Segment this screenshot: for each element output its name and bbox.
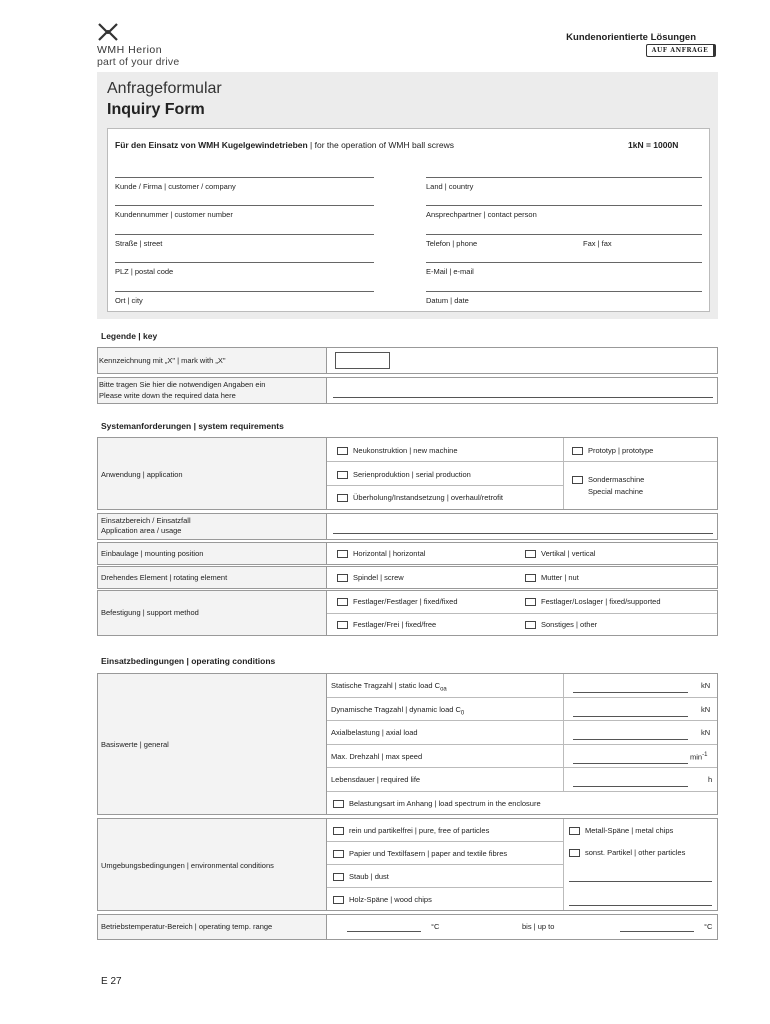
field-label-email: E-Mail | e-mail bbox=[426, 267, 474, 276]
opt-label: Festlager/Loslager | fixed/supported bbox=[541, 597, 661, 606]
form-intro: Für den Einsatz von WMH Kugelgewindetrieben | for the operation of WMH ball screws bbox=[115, 140, 454, 150]
checkbox-icon[interactable] bbox=[333, 873, 344, 881]
legend-sample-box bbox=[335, 352, 390, 369]
checkbox-icon[interactable] bbox=[337, 471, 348, 479]
divider bbox=[327, 461, 563, 462]
label-text: Statische Tragzahl | static load C bbox=[331, 681, 441, 690]
divider bbox=[327, 485, 563, 486]
opt-wood-chips[interactable] bbox=[333, 895, 432, 904]
phone-field-line[interactable] bbox=[426, 234, 702, 235]
divider bbox=[327, 744, 717, 745]
unit-text: min bbox=[690, 752, 703, 762]
page-number: E 27 bbox=[101, 976, 122, 987]
checkbox-icon[interactable] bbox=[572, 476, 583, 484]
field-label-country: Land | country bbox=[426, 182, 474, 191]
area-label-en: Application area / usage bbox=[101, 526, 182, 535]
customer-number-line[interactable] bbox=[115, 205, 374, 206]
opt-label: Sondermaschine bbox=[588, 475, 645, 484]
mounting-label: Einbaulage | mounting position bbox=[101, 549, 204, 558]
legend-write-label-de: Bitte tragen Sie hier die notwendigen Angaben ein bbox=[99, 380, 266, 389]
divider bbox=[327, 864, 563, 865]
opt-vertical[interactable] bbox=[525, 549, 595, 558]
opt-label: Festlager/Frei | fixed/free bbox=[353, 620, 437, 629]
field-label-date: Datum | date bbox=[426, 296, 469, 305]
field-label-contact: Ansprechpartner | contact person bbox=[426, 210, 537, 219]
divider bbox=[563, 438, 564, 509]
opt-paper-fibres[interactable] bbox=[333, 849, 507, 858]
opt-label: Neukonstruktion | new machine bbox=[353, 446, 458, 455]
label-sub: oa bbox=[440, 686, 447, 693]
axial-load-label: Axialbelastung | axial load bbox=[331, 728, 418, 737]
checkbox-icon[interactable] bbox=[333, 850, 344, 858]
opt-fixed-fixed[interactable] bbox=[337, 597, 458, 606]
category-label: Kundenorientierte Lösungen bbox=[566, 32, 696, 43]
temp-from-input[interactable] bbox=[347, 931, 421, 932]
checkbox-icon[interactable] bbox=[337, 621, 348, 629]
general-label: Basiswerte | general bbox=[101, 740, 169, 749]
opt-other-particles[interactable] bbox=[569, 848, 685, 857]
static-load-label bbox=[331, 681, 447, 695]
area-value-cell[interactable] bbox=[326, 513, 718, 540]
divider bbox=[327, 887, 563, 888]
opt-load-spectrum[interactable] bbox=[333, 799, 541, 808]
label-text: Dynamische Tragzahl | dynamic load C bbox=[331, 705, 461, 714]
opt-overhaul[interactable] bbox=[337, 493, 503, 502]
opt-label: Festlager/Festlager | fixed/fixed bbox=[353, 597, 458, 606]
checkbox-icon[interactable] bbox=[337, 550, 348, 558]
label-sub: 0 bbox=[460, 710, 465, 717]
env-label: Umgebungsbedingungen | environmental conditions bbox=[101, 861, 274, 870]
opt-label: Holz-Späne | wood chips bbox=[349, 895, 432, 904]
checkbox-icon[interactable] bbox=[333, 800, 344, 808]
opt-special-machine[interactable] bbox=[572, 475, 644, 484]
checkbox-icon[interactable] bbox=[337, 598, 348, 606]
opt-special-machine-en: Special machine bbox=[588, 487, 644, 496]
form-title-de: Anfrageformular bbox=[107, 80, 222, 97]
opt-nut[interactable] bbox=[525, 573, 579, 582]
divider bbox=[563, 819, 564, 910]
rotating-label: Drehendes Element | rotating element bbox=[101, 573, 228, 582]
area-label-de: Einsatzbereich / Einsatzfall bbox=[101, 516, 191, 525]
customer-field-line[interactable] bbox=[115, 177, 374, 178]
field-label-postal: PLZ | postal code bbox=[115, 267, 174, 276]
axial-load-input[interactable] bbox=[573, 739, 688, 740]
brand-name: WMH Herion bbox=[97, 44, 163, 56]
max-speed-input[interactable] bbox=[573, 763, 688, 764]
email-field-line[interactable] bbox=[426, 262, 702, 263]
unit-kn: kN bbox=[701, 728, 711, 737]
checkbox-icon[interactable] bbox=[337, 447, 348, 455]
opt-label: Vertikal | vertical bbox=[541, 549, 596, 558]
opt-screw[interactable] bbox=[337, 573, 404, 582]
static-load-input[interactable] bbox=[573, 692, 688, 693]
opt-label: Sonstiges | other bbox=[541, 620, 598, 629]
checkbox-icon[interactable] bbox=[333, 827, 344, 835]
divider bbox=[563, 674, 564, 791]
wmh-logo-icon bbox=[97, 22, 119, 42]
field-label-street: Straße | street bbox=[115, 239, 163, 248]
operating-conditions-title: Einsatzbedingungen | operating conditions bbox=[101, 656, 276, 666]
opt-new-machine[interactable] bbox=[337, 446, 458, 455]
opt-serial-production[interactable] bbox=[337, 470, 471, 479]
checkbox-icon[interactable] bbox=[525, 598, 536, 606]
checkbox-icon[interactable] bbox=[525, 574, 536, 582]
opt-label: Mutter | nut bbox=[541, 573, 579, 582]
life-input[interactable] bbox=[573, 786, 688, 787]
city-field-line[interactable] bbox=[115, 291, 374, 292]
opt-label: Serienproduktion | serial production bbox=[353, 470, 471, 479]
unit-note: 1kN = 1000N bbox=[628, 140, 679, 150]
unit-min bbox=[690, 750, 707, 763]
unit-kn: kN bbox=[701, 705, 711, 714]
legend-mark-label: Kennzeichnung mit „X" | mark with „X" bbox=[99, 356, 226, 365]
opt-label: Papier und Textilfasern | paper and textile fibres bbox=[349, 849, 508, 858]
temp-to-input[interactable] bbox=[620, 931, 694, 932]
opt-label: Spindel | screw bbox=[353, 573, 404, 582]
other-particles-input-2[interactable] bbox=[569, 905, 712, 906]
opt-pure[interactable] bbox=[333, 826, 489, 835]
divider bbox=[327, 720, 717, 721]
field-label-fax: Fax | fax bbox=[583, 239, 612, 248]
checkbox-icon[interactable] bbox=[337, 494, 348, 502]
opt-label: sonst. Partikel | other particles bbox=[585, 848, 686, 857]
unit-h: h bbox=[708, 775, 713, 784]
temp-unit-from: °C bbox=[431, 922, 440, 931]
dynamic-load-input[interactable] bbox=[573, 716, 688, 717]
legend-write-label-en: Please write down the required data here bbox=[99, 391, 236, 400]
on-request-stamp: AUF ANFRAGE bbox=[646, 44, 716, 57]
divider bbox=[327, 613, 717, 614]
opt-label: Prototyp | prototype bbox=[588, 446, 654, 455]
opt-fixed-free[interactable] bbox=[337, 620, 436, 629]
opt-dust[interactable] bbox=[333, 872, 389, 881]
divider bbox=[327, 767, 717, 768]
opt-label: Belastungsart im Anhang | load spectrum in the enclosure bbox=[349, 799, 541, 808]
opt-label: Staub | dust bbox=[349, 872, 389, 881]
opt-prototype[interactable] bbox=[572, 446, 653, 455]
temp-unit-to: °C bbox=[704, 922, 713, 931]
field-label-city: Ort | city bbox=[115, 296, 143, 305]
temp-to-label: bis | up to bbox=[522, 922, 555, 931]
street-field-line[interactable] bbox=[115, 234, 374, 235]
area-input-line[interactable] bbox=[333, 533, 713, 534]
postal-field-line[interactable] bbox=[115, 262, 374, 263]
checkbox-icon[interactable] bbox=[569, 827, 580, 835]
opt-label: Metall-Späne | metal chips bbox=[585, 826, 674, 835]
field-label-customer: Kunde / Firma | customer / company bbox=[115, 182, 236, 191]
checkbox-icon[interactable] bbox=[569, 849, 580, 857]
country-field-line[interactable] bbox=[426, 177, 702, 178]
opt-metal-chips[interactable] bbox=[569, 826, 673, 835]
opt-label: Überholung/Instandsetzung | overhaul/retrofit bbox=[353, 493, 503, 502]
checkbox-icon[interactable] bbox=[525, 550, 536, 558]
field-label-phone: Telefon | phone bbox=[426, 239, 478, 248]
support-label: Befestigung | support method bbox=[101, 608, 199, 617]
life-label: Lebensdauer | required life bbox=[331, 775, 421, 784]
max-speed-label: Max. Drehzahl | max speed bbox=[331, 752, 423, 761]
unit-kn: kN bbox=[701, 681, 711, 690]
checkbox-icon[interactable] bbox=[525, 621, 536, 629]
system-requirements-title: Systemanforderungen | system requirements bbox=[101, 421, 284, 431]
legend-write-value-cell bbox=[326, 377, 718, 404]
brand-tagline: part of your drive bbox=[97, 56, 180, 68]
opt-other-support[interactable] bbox=[525, 620, 597, 629]
opt-fixed-supported[interactable] bbox=[525, 597, 661, 606]
divider bbox=[327, 791, 717, 792]
opt-horizontal[interactable] bbox=[337, 549, 425, 558]
application-label: Anwendung | application bbox=[101, 470, 183, 479]
checkbox-icon[interactable] bbox=[337, 574, 348, 582]
date-field-line[interactable] bbox=[426, 291, 702, 292]
divider bbox=[563, 461, 717, 462]
dynamic-load-label bbox=[331, 705, 464, 719]
divider bbox=[327, 841, 563, 842]
other-particles-input[interactable] bbox=[569, 881, 712, 882]
customer-info-box bbox=[107, 128, 710, 312]
legend-title: Legende | key bbox=[101, 331, 158, 341]
field-label-customer-number: Kundennummer | customer number bbox=[115, 210, 233, 219]
divider bbox=[327, 697, 717, 698]
opt-label: Horizontal | horizontal bbox=[353, 549, 426, 558]
checkbox-icon[interactable] bbox=[572, 447, 583, 455]
legend-sample-line bbox=[333, 397, 713, 398]
opt-label: rein und partikelfrei | pure, free of particles bbox=[349, 826, 490, 835]
unit-sup: -1 bbox=[702, 752, 708, 758]
temp-label: Betriebstemperatur-Bereich | operating temp. range bbox=[101, 922, 273, 931]
form-title-en: Inquiry Form bbox=[107, 101, 205, 118]
contact-person-line[interactable] bbox=[426, 205, 702, 206]
checkbox-icon[interactable] bbox=[333, 896, 344, 904]
